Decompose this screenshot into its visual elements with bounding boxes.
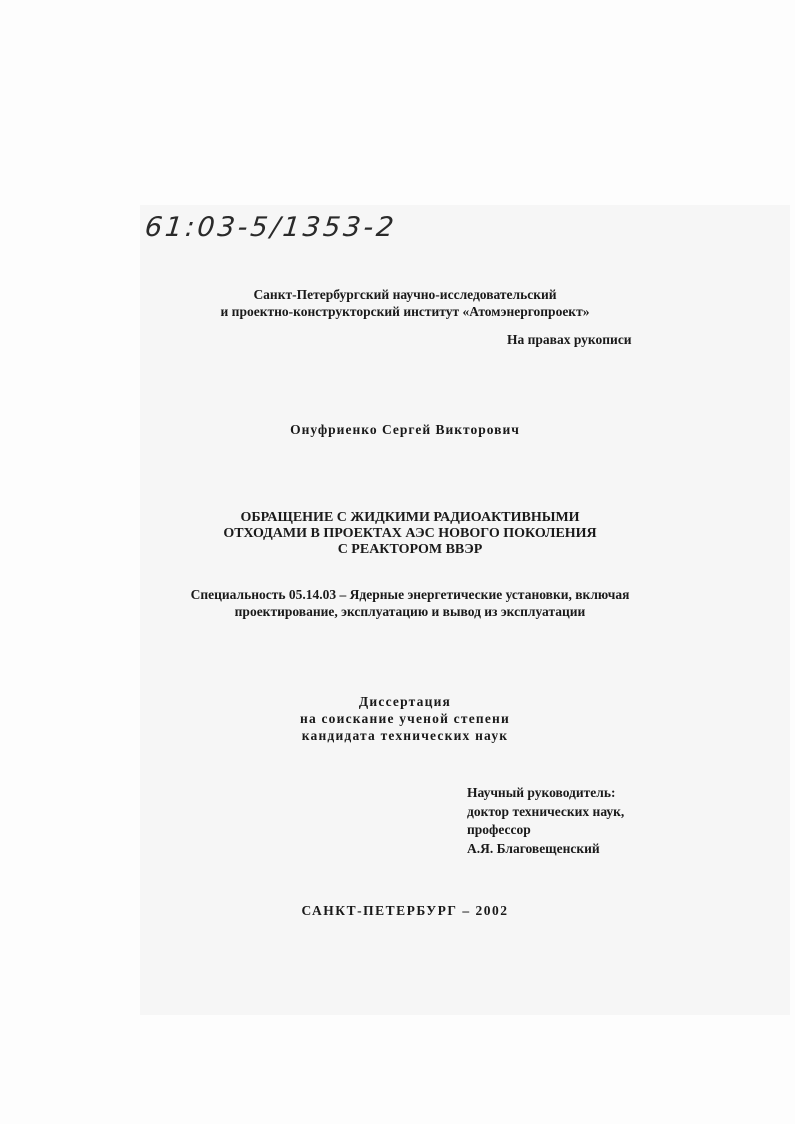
title-line-1: ОБРАЩЕНИЕ С ЖИДКИМИ РАДИОАКТИВНЫМИ bbox=[240, 510, 580, 525]
city-year: САНКТ-ПЕТЕРБУРГ – 2002 bbox=[301, 903, 509, 918]
institute-name bbox=[200, 286, 610, 320]
institute-line-2: и проектно-конструкторский институт «Атомэнергопроект» bbox=[220, 304, 590, 319]
advisor-degree: доктор технических наук, bbox=[467, 803, 625, 819]
institute-line-1: Санкт-Петербургский научно-исследовательский bbox=[253, 287, 557, 302]
author-name: Онуфриенко Сергей Викторович bbox=[290, 422, 520, 437]
specialty-line-2: проектирование, эксплуатацию и вывод из эксплуатации bbox=[234, 604, 586, 619]
scientific-advisor bbox=[467, 784, 624, 858]
archive-code-handwritten: 61:03-5/1353-2 bbox=[143, 212, 399, 243]
dissertation-line-3: кандидата технических наук bbox=[301, 728, 509, 743]
title-line-2: ОТХОДАМИ В ПРОЕКТАХ АЭС НОВОГО ПОКОЛЕНИЯ bbox=[223, 526, 597, 541]
dissertation-degree bbox=[200, 693, 610, 744]
manuscript-note: На правах рукописи bbox=[507, 332, 632, 347]
dissertation-line-1: Диссертация bbox=[358, 694, 452, 709]
advisor-rank: профессор bbox=[467, 822, 531, 837]
specialty bbox=[160, 586, 660, 620]
title-line-3: С РЕАКТОРОМ ВВЭР bbox=[337, 542, 483, 557]
advisor-role: Научный руководитель: bbox=[467, 785, 616, 800]
dissertation-line-2: на соискание ученой степени bbox=[299, 711, 511, 726]
dissertation-title bbox=[180, 510, 640, 558]
advisor-name: А.Я. Благовещенский bbox=[467, 840, 600, 856]
specialty-line-1: Специальность 05.14.03 – Ядерные энергетические установки, включая bbox=[190, 587, 630, 602]
